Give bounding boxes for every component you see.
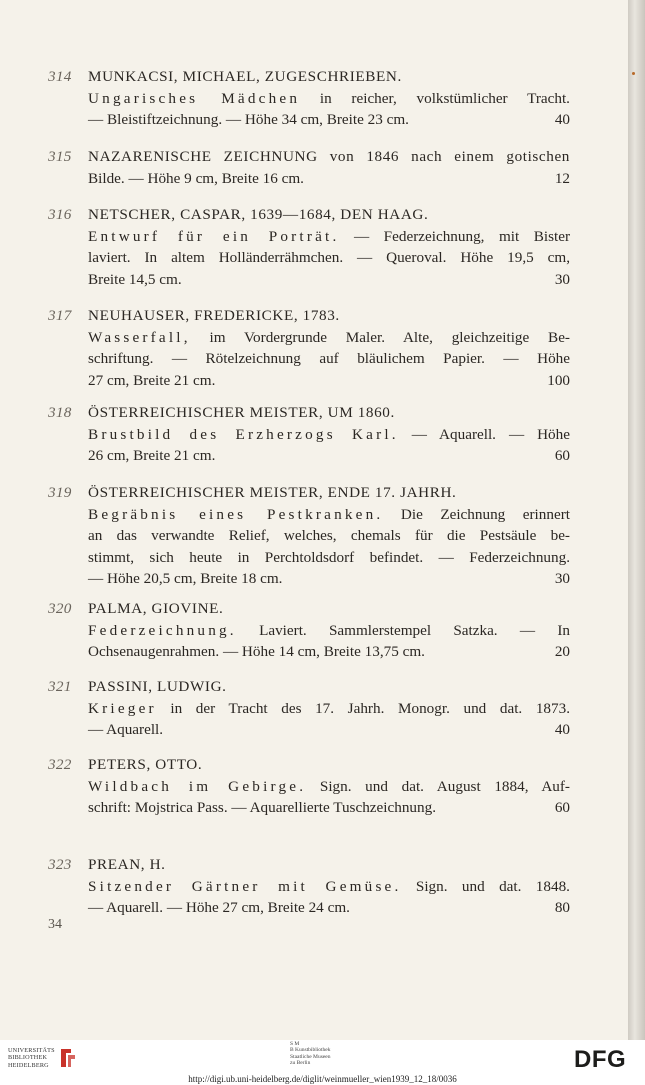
entry-body [88,146,570,189]
center-line-4: zu Berlin [290,1060,311,1067]
estimate-price: 80 [554,899,570,916]
kunstbibliothek-logo [290,1041,370,1067]
entry-last-line [88,445,570,467]
paper-speck [632,72,635,75]
entry-body [88,598,570,663]
entry-last-line [88,897,570,919]
library-name [8,1047,55,1069]
center-line-1: S M [290,1041,300,1047]
entry-heading: PETERS, OTTO. [88,756,203,773]
page-gutter [628,0,645,1040]
estimate-price: 60 [554,447,570,464]
dfg-logo[interactable]: DFG [574,1046,627,1073]
entry-description-line [88,547,570,569]
artwork-title: Entwurf für ein Porträt. [88,227,340,245]
dimensions-text: Bilde. — Höhe 9 cm, Breite 16 cm. [88,169,304,187]
lot-number: 314 [48,68,72,85]
page-number: 34 [48,917,62,932]
entry-body [88,676,570,741]
description-text: schriftung. — Rötelzeichnung auf bläulichem Papier. — Höhe [88,350,570,367]
description-text: im Vordergrunde Maler. Alte, gleichzeitige Be- [190,328,570,346]
entry-description-line [88,348,570,370]
artwork-title: Krieger [88,699,157,717]
entry-last-line [88,109,570,131]
entry-body [88,482,570,590]
description-text: Sign. und dat. August 1884, Auf- [306,777,570,795]
estimate-price: 40 [554,111,570,128]
description-text: Laviert. Sammlerstempel Satzka. — In [236,621,570,639]
artwork-title: Brustbild des Erzherzogs Karl. [88,425,399,443]
artwork-title: Wildbach im Gebirge. [88,777,307,795]
description-text: in reicher, volkstümlicher Tracht. [300,89,570,107]
entry-body [88,754,570,819]
entry-last-line [88,797,570,819]
ub-heidelberg-logo[interactable] [8,1047,77,1069]
description-text: — Federzeichnung, mit Bister [339,227,570,245]
entry-last-line [88,719,570,741]
artwork-title: Federzeichnung. [88,621,237,639]
estimate-price: 100 [547,371,570,389]
library-line-2: BIBLIOTHEK [8,1054,48,1062]
entry-description-line [88,876,570,898]
entry-description-line [88,424,570,446]
estimate-price: 60 [554,799,570,816]
entry-description-line [88,226,570,248]
entry-heading: PREAN, H. [88,856,166,873]
lot-number: 315 [48,148,72,165]
dimensions-text: — Aquarell. [88,721,164,738]
library-line-3: HEIDELBERG [8,1061,49,1069]
center-line-2: B Kunstbibliothek [290,1047,331,1054]
lot-number: 318 [48,404,72,421]
lot-number: 320 [48,600,72,617]
description-text: — Aquarell. — Höhe [398,425,570,443]
description-text: Die Zeichnung erinnert [383,505,570,523]
dimensions-text: 27 cm, Breite 21 cm. [88,371,216,389]
entry-body [88,66,570,131]
entry-last-line [88,168,570,190]
description-text: Sign. und dat. 1848. [401,877,570,895]
lot-number: 319 [48,484,72,501]
entry-last-line [88,568,570,590]
entry-body [88,204,570,290]
lot-number: 316 [48,206,72,223]
entry-last-line [88,370,570,392]
description-text: laviert. In altem Holländerrähmchen. — Queroval. Höhe 19,5 cm, [88,249,570,266]
entry-heading: MUNKACSI, MICHAEL, ZUGESCHRIEBEN. [88,68,402,85]
entry-last-line [88,641,570,663]
dimensions-text: — Bleistiftzeichnung. — Höhe 34 cm, Breite 23 cm. [88,111,409,128]
entry-heading: PALMA, GIOVINE. [88,600,224,617]
artwork-title: Begräbnis eines Pestkranken. [88,505,384,523]
entry-body [88,305,570,391]
artwork-title: Wasserfall, [88,328,191,346]
entry-description-line [88,327,570,349]
entry-description-line [88,620,570,642]
dimensions-text: schrift: Mojstrica Pass. — Aquarellierte Tuschzeichnung. [88,799,436,816]
description-text: in der Tracht des 17. Jahrh. Monogr. und dat. 1873. [156,699,570,717]
description-text: an das verwandte Relief, welches, chemals für die Pestsäule be- [88,527,570,544]
entry-description-line [88,247,570,269]
entry-heading: PASSINI, LUDWIG. [88,678,227,695]
estimate-price: 12 [554,169,570,187]
entry-body [88,854,570,919]
entry-last-line [88,269,570,291]
estimate-price: 30 [554,270,570,288]
entry-description-line [88,88,570,110]
entry-heading: ÖSTERREICHISCHER MEISTER, ENDE 17. JAHRH. [88,484,457,501]
library-line-1: UNIVERSITÄTS [8,1047,55,1055]
artwork-title: Sitzender Gärtner mit Gemüse. [88,877,402,895]
estimate-price: 40 [554,721,570,738]
dimensions-text: 26 cm, Breite 21 cm. [88,447,216,464]
lot-number: 322 [48,756,72,773]
lot-number: 323 [48,856,72,873]
artwork-title: Ungarisches Mädchen [88,89,301,107]
lot-number: 317 [48,307,72,324]
entry-heading: NEUHAUSER, FREDERICKE, 1783. [88,307,340,324]
center-line-3: Staatliche Museen [290,1053,331,1060]
entry-body [88,402,570,467]
entry-description-line [88,776,570,798]
dimensions-text: — Höhe 20,5 cm, Breite 18 cm. [88,570,283,587]
dimensions-text: Breite 14,5 cm. [88,270,182,288]
estimate-price: 30 [554,570,570,587]
entry-heading: NAZARENISCHE ZEICHNUNG von 1846 nach einem gotischen [88,148,570,165]
library-crest-icon [59,1047,77,1069]
dimensions-text: Ochsenaugenrahmen. — Höhe 14 cm, Breite 13,75 cm. [88,643,425,660]
entry-heading: ÖSTERREICHISCHER MEISTER, UM 1860. [88,404,395,421]
estimate-price: 20 [554,643,570,660]
entry-description-line [88,525,570,547]
entry-description-line [88,698,570,720]
dimensions-text: — Aquarell. — Höhe 27 cm, Breite 24 cm. [88,899,350,916]
permalink-url[interactable]: http://digi.ub.uni-heidelberg.de/diglit/weinmueller_wien1939_12_18/0036 [188,1074,457,1084]
lot-number: 321 [48,678,72,695]
entry-heading: NETSCHER, CASPAR, 1639—1684, DEN HAAG. [88,206,429,223]
entry-description-line [88,504,570,526]
description-text: stimmt, sich heute in Perchtoldsdorf befindet. — Federzeichnung. [88,548,570,566]
